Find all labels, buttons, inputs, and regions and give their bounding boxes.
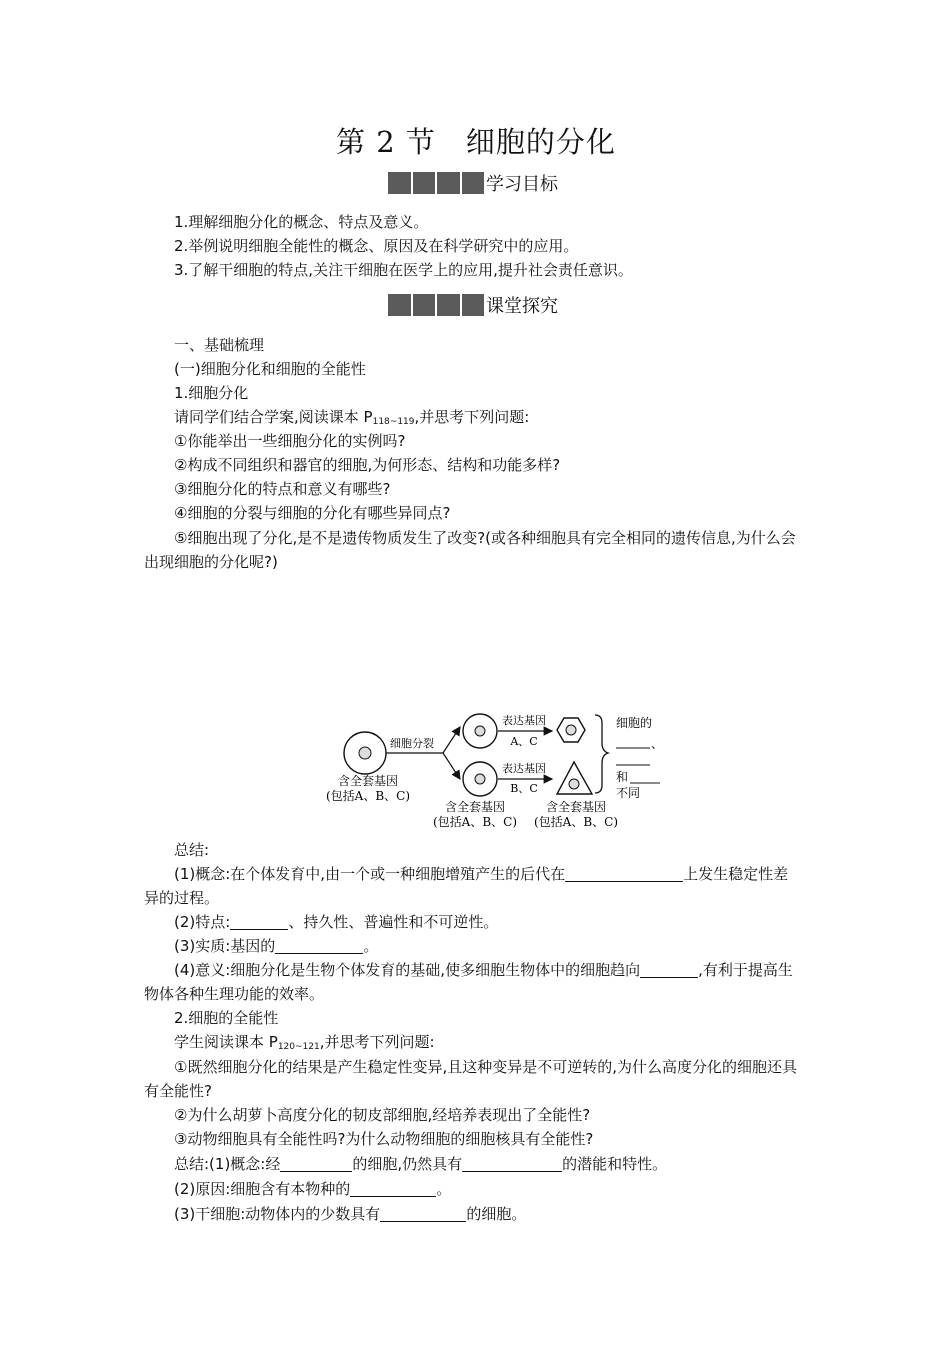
- bottom-express-1: 表达基因: [502, 762, 546, 775]
- division-label: 细胞分裂: [390, 737, 434, 750]
- read-pages-2: 120~121: [277, 1042, 320, 1052]
- item2-title: 2.细胞的全能性: [174, 1009, 279, 1027]
- result-label-3: 和: [616, 770, 629, 784]
- result-label-1: 细胞的: [616, 716, 653, 730]
- result-label-2: 、: [651, 737, 664, 751]
- banner-blocks: [388, 294, 484, 316]
- read-prefix: 请同学们结合学案,阅读课本 P: [174, 408, 373, 426]
- question-5: ⑤细胞出现了分化,是不是遗传物质发生了改变?(或各种细胞具有完全相同的遗传信息,为什么会: [174, 529, 796, 547]
- section-banner-goals: [388, 171, 558, 195]
- read-suffix: ,并思考下列问题:: [414, 408, 530, 426]
- part1-subheading: (一)细胞分化和细胞的全能性: [174, 360, 366, 378]
- daughter-nucleus-top: [475, 726, 485, 736]
- section-banner-explore: [388, 293, 558, 317]
- left-label-1: 含全套基因: [337, 774, 399, 788]
- summary1-concept: [174, 862, 788, 886]
- read-pages: 118~119: [372, 417, 415, 427]
- hexagon-nucleus: [566, 725, 576, 735]
- question-4: ④细胞的分裂与细胞的分化有哪些异同点?: [174, 504, 451, 522]
- reason-text-b: 。: [436, 1180, 452, 1198]
- summary2-concept: [174, 1152, 667, 1176]
- bottom-express-2: B、C: [510, 782, 538, 795]
- summary1-concept-cont: 异的过程。: [144, 889, 220, 907]
- fill-blank-2[interactable]: [230, 913, 288, 930]
- question-3: ③细胞分化的特点和意义有哪些?: [174, 480, 391, 498]
- sum2-text-b: 的细胞,仍然具有: [352, 1155, 463, 1173]
- significance-text-a: (4)意义:细胞分化是生物个体发育的基础,使多细胞生物体中的细胞趋向: [174, 961, 641, 979]
- read-suffix-2: ,并思考下列问题:: [319, 1033, 435, 1051]
- fill-blank-6[interactable]: [462, 1155, 562, 1172]
- question2-3: ③动物细胞具有全能性吗?为什么动物细胞的细胞核具有全能性?: [174, 1130, 594, 1148]
- fill-blank-1[interactable]: [565, 865, 683, 882]
- grouping-brace: [595, 715, 608, 793]
- mid-label-2: (包括A、B、C): [432, 815, 518, 829]
- read-prefix-2: 学生阅读课本 P: [174, 1033, 278, 1051]
- result-label-4: 不同: [616, 786, 641, 800]
- fill-blank-8[interactable]: [380, 1205, 466, 1222]
- item1-title: 1.细胞分化: [174, 384, 249, 402]
- right-label-2: (包括A、B、C): [533, 815, 619, 829]
- goal-item-2: 2.举例说明细胞全能性的概念、原因及在科学研究中的应用。: [174, 237, 579, 255]
- branch-arrow-bottom: [443, 753, 460, 779]
- fill-blank-3[interactable]: [275, 937, 363, 954]
- summary1-significance-cont: 物体各种生理功能的效率。: [144, 985, 325, 1003]
- question2-1-cont: 有全能性?: [144, 1082, 212, 1100]
- summary2-reason: [174, 1177, 451, 1201]
- feature-text-a: (2)特点:: [174, 913, 231, 931]
- essence-text-a: (3)实质:基因的: [174, 937, 276, 955]
- feature-text-b: 、持久性、普遍性和不可逆性。: [288, 913, 499, 931]
- banner-blocks: [388, 172, 484, 194]
- stemcell-text-a: (3)干细胞:动物体内的少数具有: [174, 1205, 381, 1223]
- cell-differentiation-diagram: [310, 705, 680, 840]
- page-title: 第 2 节 细胞的分化: [336, 125, 616, 159]
- essence-text-b: 。: [363, 937, 379, 955]
- stemcell-text-b: 的细胞。: [466, 1205, 527, 1223]
- sum2-text-c: 的潜能和特性。: [562, 1155, 668, 1173]
- sum2-text-a: 总结:(1)概念:经: [174, 1155, 281, 1173]
- question-1: ①你能举出一些细胞分化的实例吗?: [174, 432, 406, 450]
- fill-blank-7[interactable]: [350, 1180, 436, 1197]
- concept-text-b: 上发生稳定性差: [683, 865, 789, 883]
- summary1-label: 总结:: [174, 841, 210, 859]
- summary1-significance: [174, 958, 793, 982]
- question-5-cont: 出现细胞的分化呢?): [144, 553, 278, 571]
- top-express-1: 表达基因: [502, 714, 546, 727]
- summary1-feature: [174, 910, 498, 934]
- question-2: ②构成不同组织和器官的细胞,为何形态、结构和功能多样?: [174, 456, 561, 474]
- question2-2: ②为什么胡萝卜高度分化的韧皮部细胞,经培养表现出了全能性?: [174, 1106, 591, 1124]
- fill-blank-5[interactable]: [280, 1155, 352, 1172]
- section-label-goals: 学习目标: [486, 174, 558, 195]
- triangle-nucleus: [569, 779, 579, 789]
- top-express-2: A、C: [510, 735, 538, 748]
- significance-text-b: ,有利于提高生: [698, 961, 793, 979]
- concept-text-a: (1)概念:在个体发育中,由一个或一种细胞增殖产生的后代在: [174, 865, 566, 883]
- goal-item-1: 1.理解细胞分化的概念、特点及意义。: [174, 213, 429, 231]
- reason-text-a: (2)原因:细胞含有本物种的: [174, 1180, 351, 1198]
- daughter-nucleus-bottom: [475, 774, 485, 784]
- goal-item-3: 3.了解干细胞的特点,关注干细胞在医学上的应用,提升社会责任意识。: [174, 261, 633, 279]
- question2-1: ①既然细胞分化的结果是产生稳定性变异,且这种变异是不可逆转的,为什么高度分化的细胞还具: [174, 1058, 797, 1076]
- branch-arrow-top: [443, 727, 460, 753]
- left-label-2: (包括A、B、C): [325, 789, 411, 803]
- mid-label-1: 含全套基因: [444, 800, 506, 814]
- summary1-essence: [174, 934, 378, 958]
- section-label-explore: 课堂探究: [486, 296, 558, 317]
- parent-nucleus: [359, 747, 371, 759]
- summary2-stemcell: [174, 1202, 526, 1226]
- part1-heading: 一、基础梳理: [174, 336, 265, 354]
- right-label-1: 含全套基因: [545, 800, 607, 814]
- fill-blank-4[interactable]: [640, 961, 698, 978]
